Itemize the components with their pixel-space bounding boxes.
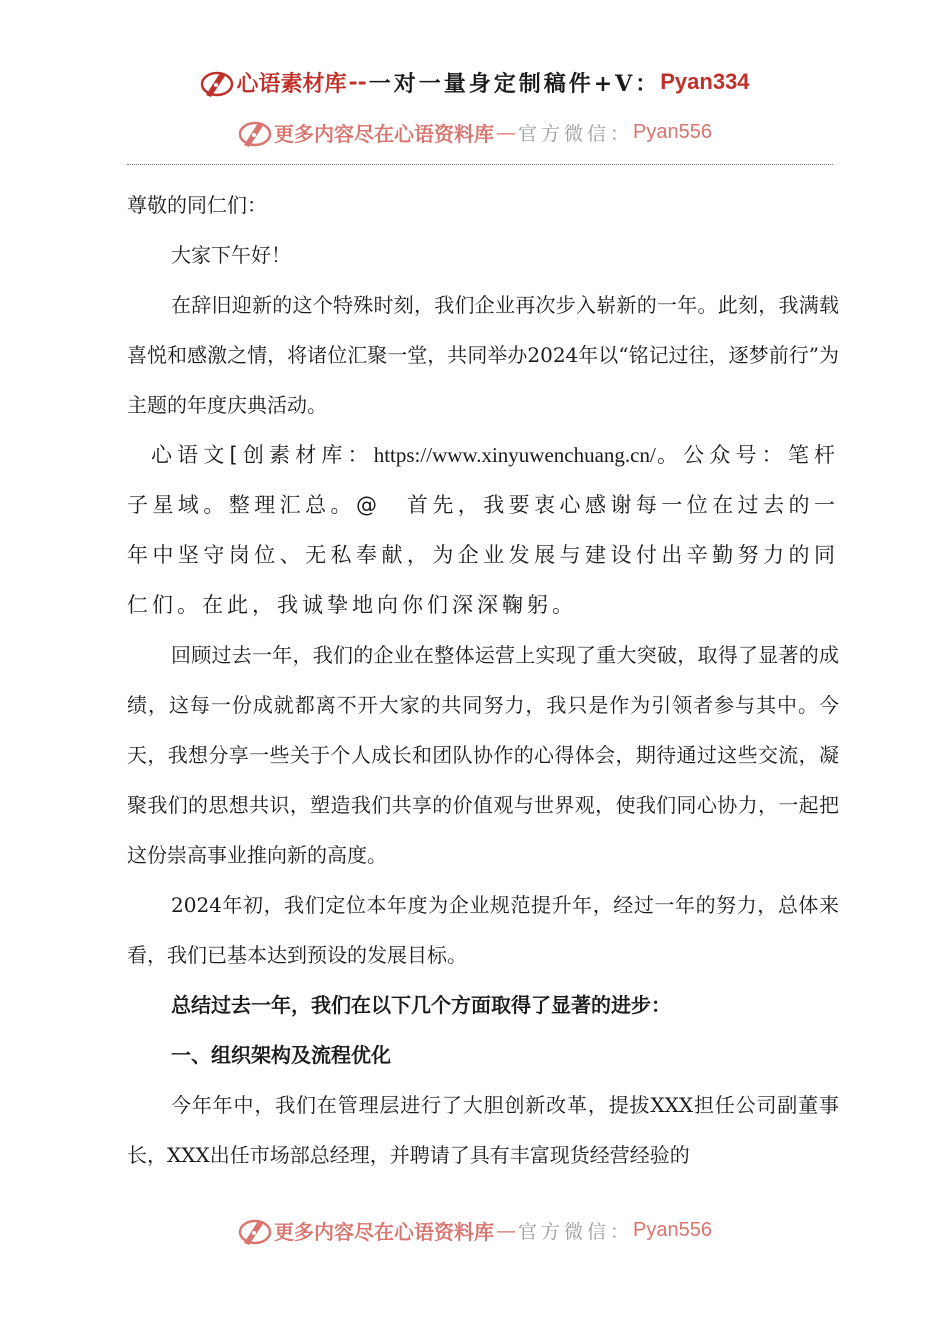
brand-name: 心语素材库 bbox=[236, 70, 347, 97]
header-separator: -- bbox=[348, 69, 367, 95]
footer-promo-text: 更多内容尽在心语资料库 bbox=[274, 1219, 494, 1244]
document-body bbox=[127, 180, 839, 1180]
promo-dash: — bbox=[496, 120, 516, 144]
source-url: https://www.xinyuwenchuang.cn/ bbox=[373, 443, 656, 467]
promo-banner-top bbox=[0, 112, 950, 152]
summary-heading: 总结过去一年，我们在以下几个方面取得了显著的进步： bbox=[171, 993, 671, 1017]
header-banner bbox=[0, 62, 950, 102]
footer-wechat-label: 官方微信： bbox=[518, 1220, 634, 1243]
paragraph-2-rest: 。公众号：笔杆子星域。整理汇总。@ 首先，我要衷心感谢每一位在过去的一年中坚守岗位、无私奉献，为企业发展与建设付出辛勤努力的同仁们。在此，我诚挚地向你们深深鞠躬。 bbox=[127, 443, 840, 617]
header-slogan: 一对一量身定制稿件+V： bbox=[368, 70, 661, 97]
footer-wechat-id: Pyan556 bbox=[633, 1218, 712, 1241]
promo-wechat-label: 官方微信： bbox=[518, 122, 634, 145]
footer-promo-dash: — bbox=[496, 1218, 516, 1242]
paragraph-5: 今年年中，我们在管理层进行了大胆创新改革，提拔XXX担任公司副董事长，XXX出任市场部总经理，并聘请了具有丰富现货经营经验的 bbox=[127, 1093, 839, 1167]
paragraph-2 bbox=[127, 430, 839, 630]
pen-logo-icon bbox=[200, 65, 234, 99]
section-1-heading: 一、组织架构及流程优化 bbox=[171, 1043, 391, 1067]
paragraph-1: 在辞旧迎新的这个特殊时刻，我们企业再次步入崭新的一年。此刻，我满载喜悦和感激之情，将诸位汇聚一堂，共同举办2024年以“铭记过往，逐梦前行”为主题的年度庆典活动。 bbox=[127, 293, 839, 417]
header-contact-id: Pyan334 bbox=[660, 69, 750, 94]
header-divider bbox=[127, 164, 833, 165]
paragraph-3: 回顾过去一年，我们的企业在整体运营上实现了重大突破，取得了显著的成绩，这每一份成就都离不开大家的共同努力，我只是作为引领者参与其中。今天，我想分享一些关于个人成长和团队协作的心得体会，期待通过这些交流，凝聚我们的思想共识，塑造我们共享的价值观与世界观，使我们同心协力，一起把这份崇高事业推向新的高度。 bbox=[127, 643, 839, 867]
salutation: 尊敬的同仁们： bbox=[127, 193, 267, 217]
greeting: 大家下午好！ bbox=[171, 243, 291, 267]
pen-logo-icon bbox=[238, 115, 272, 149]
promo-banner-footer bbox=[0, 1210, 950, 1250]
paragraph-4: 2024年初，我们定位本年度为企业规范提升年，经过一年的努力，总体来看，我们已基本达到预设的发展目标。 bbox=[127, 893, 839, 967]
pen-logo-icon bbox=[238, 1213, 272, 1247]
promo-text: 更多内容尽在心语资料库 bbox=[274, 121, 494, 146]
promo-wechat-id: Pyan556 bbox=[633, 120, 712, 143]
paragraph-2-lead: 心语文[创素材库： bbox=[151, 443, 374, 467]
